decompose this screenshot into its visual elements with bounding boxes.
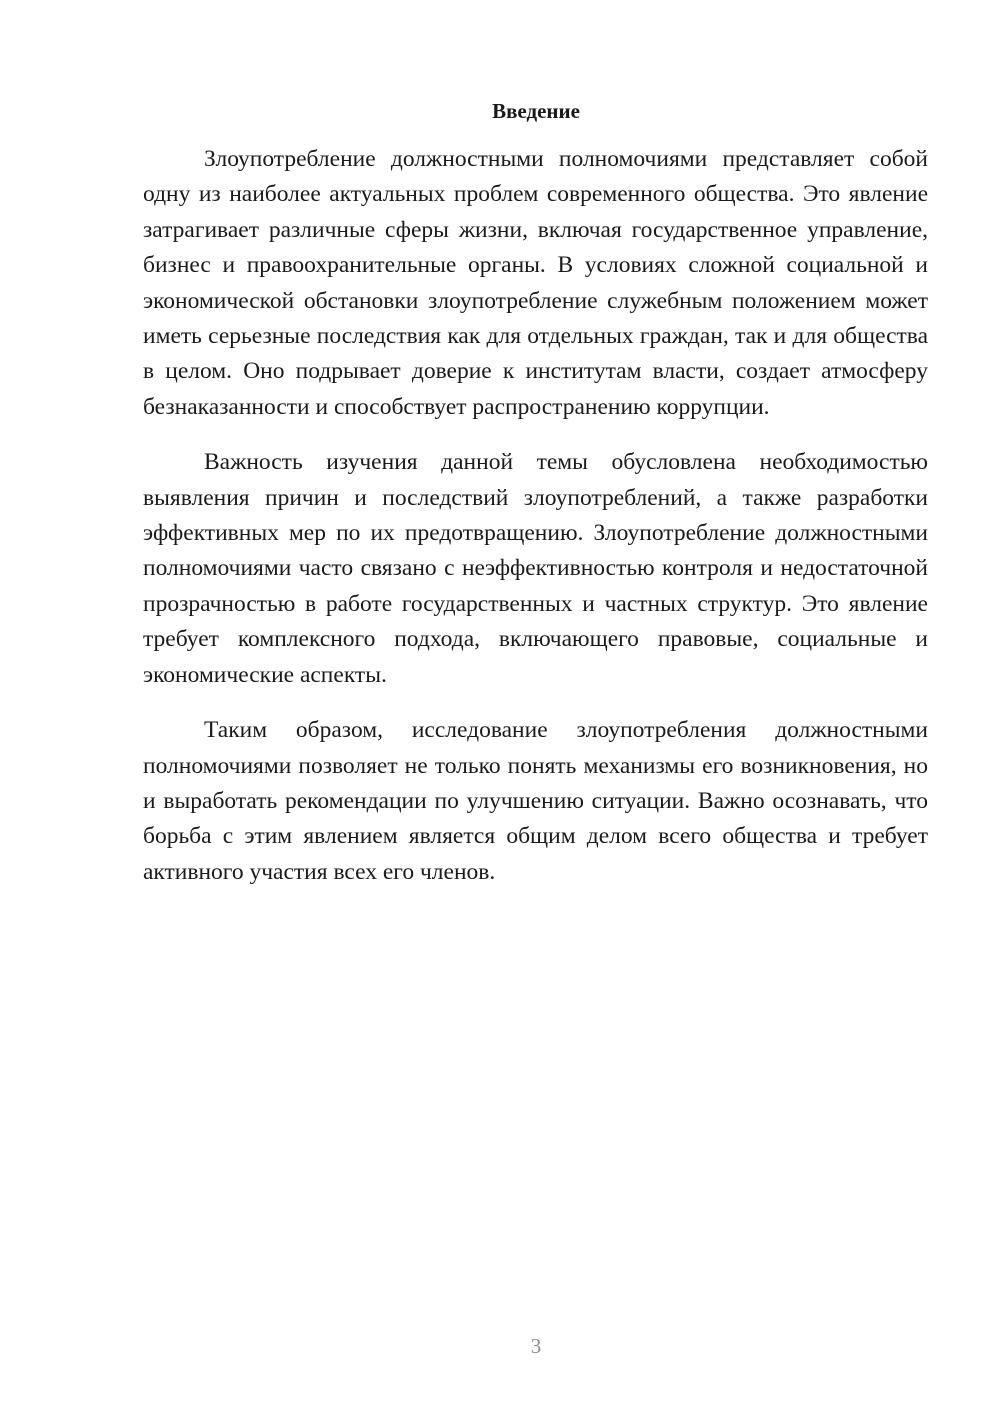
paragraph-3: Таким образом, исследование злоупотребления должностными полномочиями позволяет не только понять механизмы его возникновения, но и выработать рекомендации по улучшению ситуации. Важно осознавать, что борьба с этим явлением является общим делом всего общества и требует активного участия всех его членов.: [143, 717, 928, 885]
section-heading: Введение: [492, 99, 580, 123]
paragraph-2: Важность изучения данной темы обусловлена необходимостью выявления причин и последствий злоупотреблений, а также разработки эффективных мер по их предотвращению. Злоупотребление должностными полномочиями часто связано с неэффективностью контроля и недостаточной прозрачностью в работе государственных и частных структур. Это явление требует комплексного подхода, включающего правовые, социальные и экономические аспекты.: [143, 449, 928, 688]
paragraph-1: Злоупотребление должностными полномочиями представляет собой одну из наиболее актуальных проблем современного общества. Это явление затрагивает различные сферы жизни, включая государственное управление, бизнес и правоохранительные органы. В условиях сложной социальной и экономической обстановки злоупотребление служебным положением может иметь серьезные последствия как для отдельных граждан, так и для общества в целом. Оно подрывает доверие к институтам власти, создает атмосферу безнаказанности и способствует распространению коррупции.: [143, 146, 928, 420]
page-number: 3: [530, 1334, 542, 1358]
document-body: [143, 142, 928, 910]
